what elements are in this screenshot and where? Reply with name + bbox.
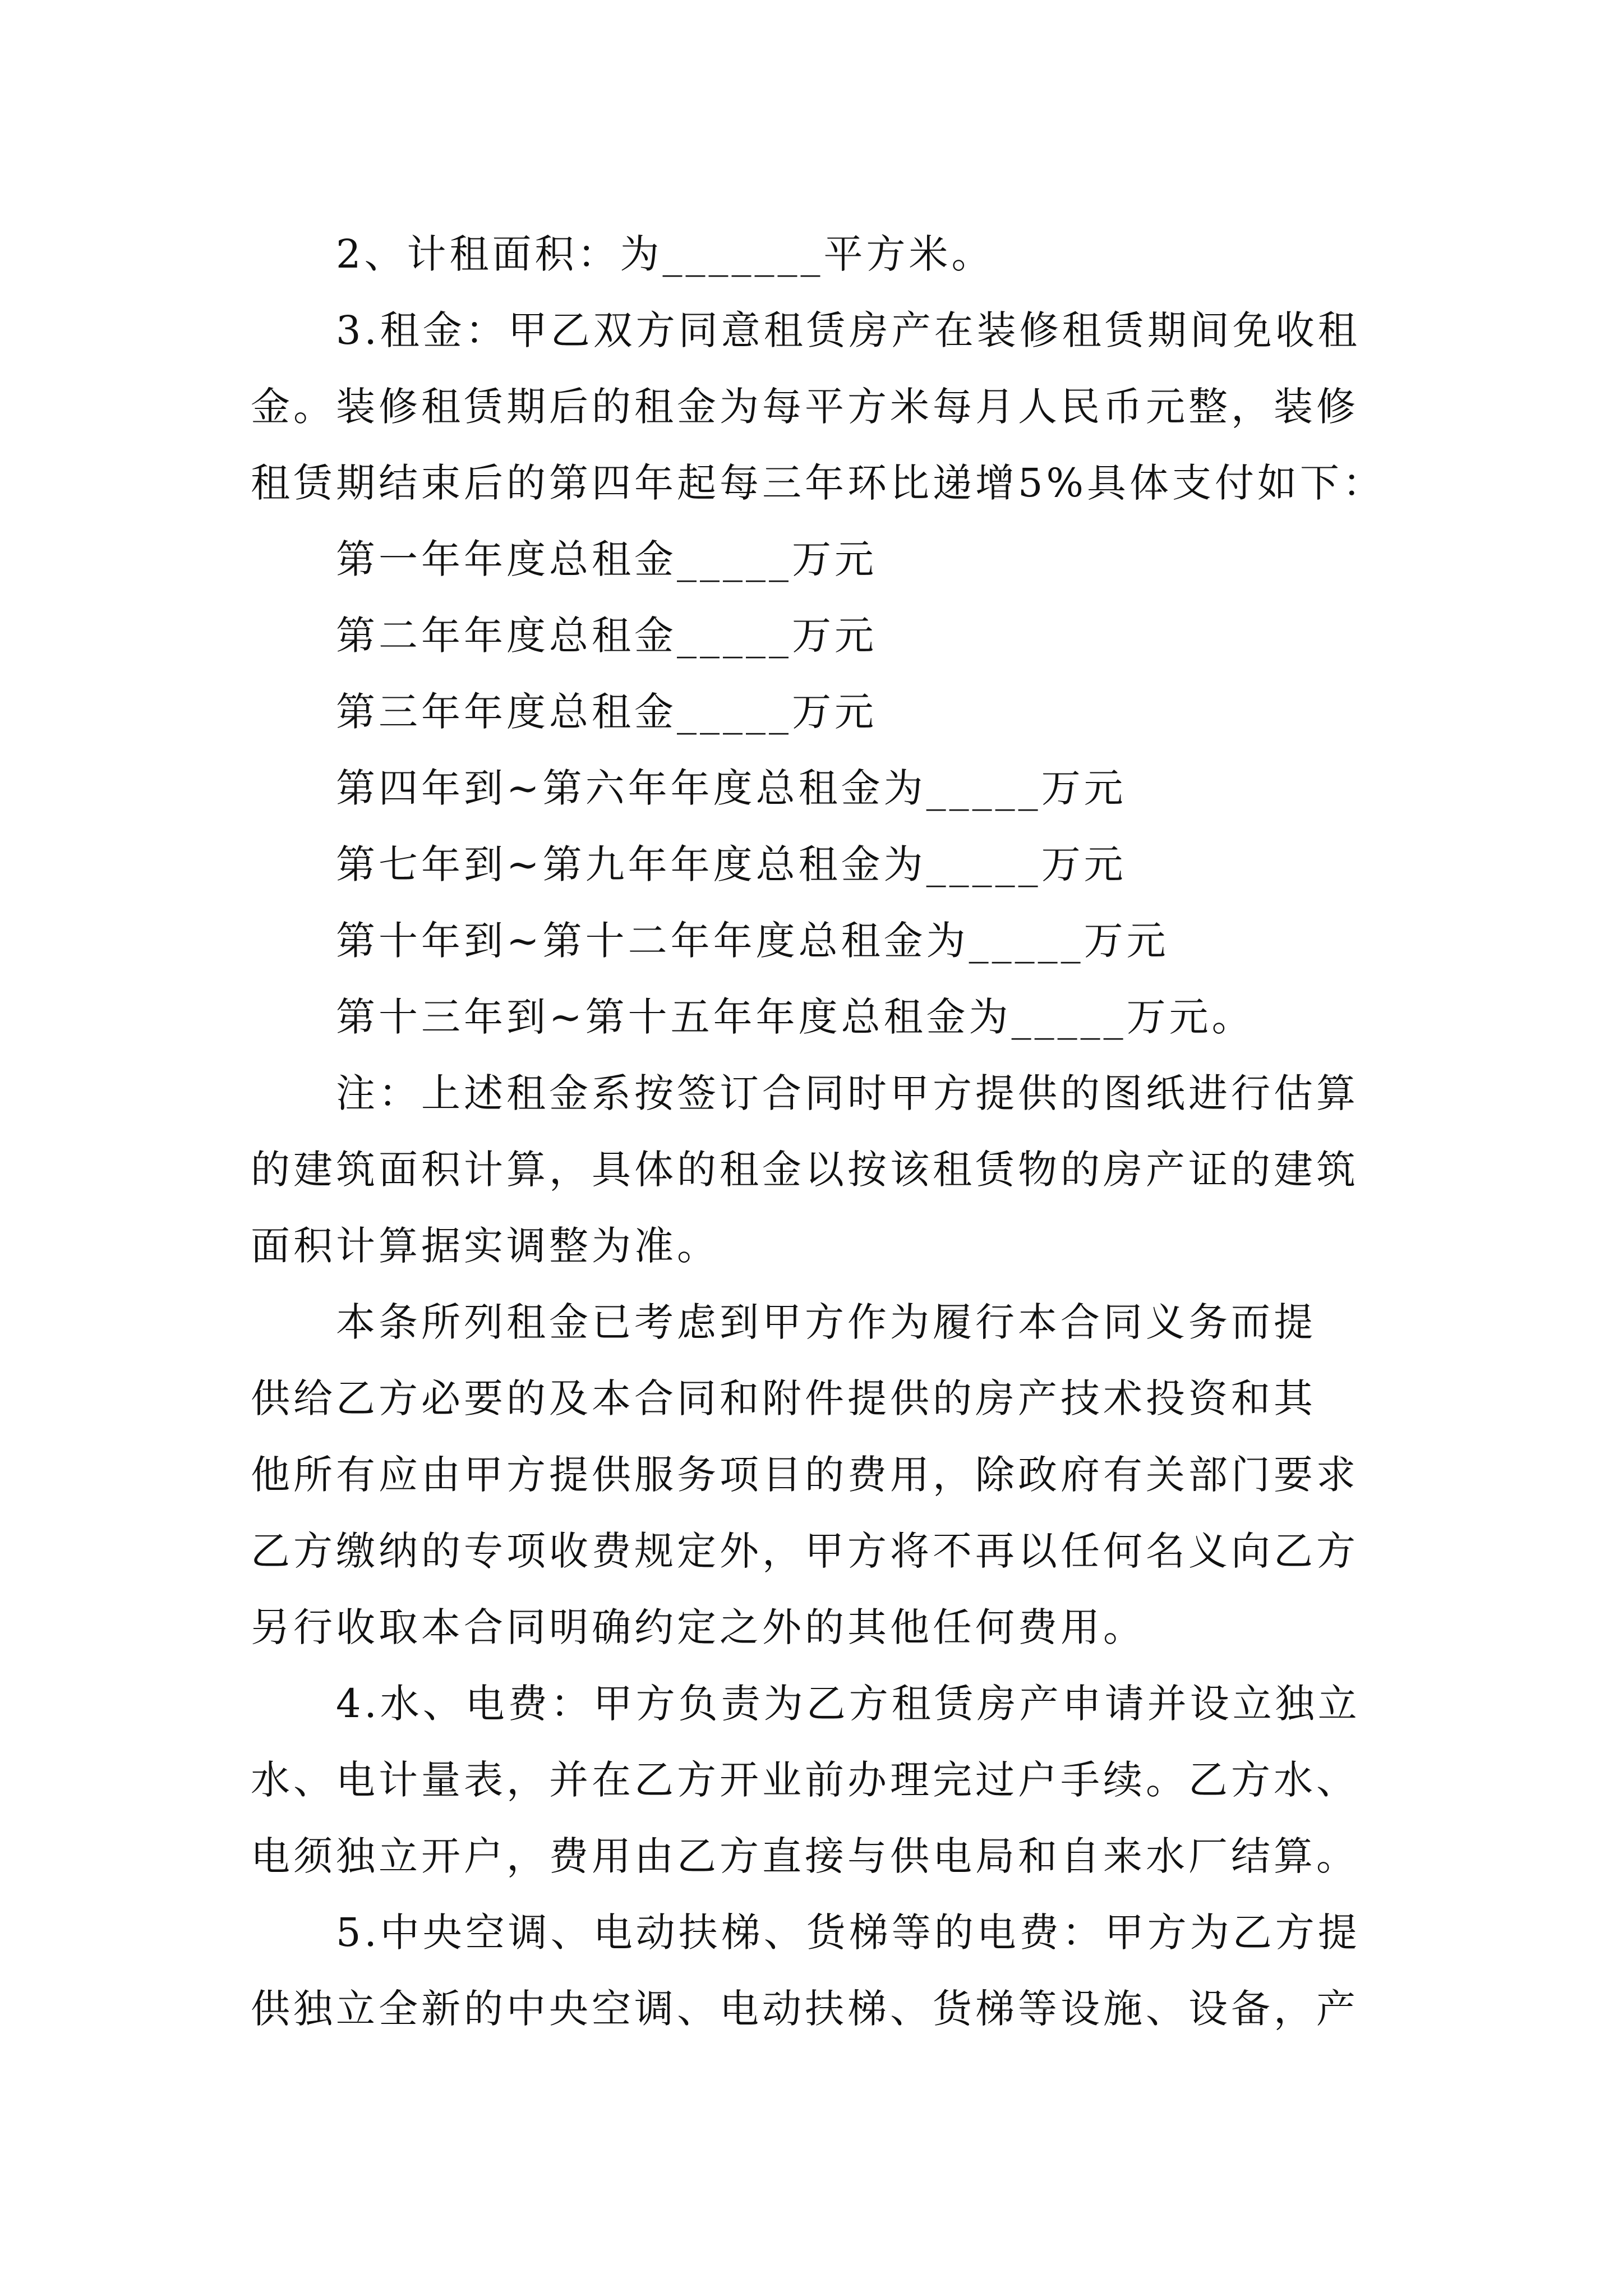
paragraph-line: 金。装修租赁期后的租金为每平方米每月人民币元整，装修 (251, 384, 1359, 430)
paragraph-line: 5.中央空调、电动扶梯、货梯等的电费：甲方为乙方提 (336, 1910, 1361, 1955)
paragraph-line: 他所有应由甲方提供服务项目的费用，除政府有关部门要求 (251, 1452, 1359, 1498)
paragraph-line: 第一年年度总租金_____万元 (336, 536, 877, 582)
paragraph-line: 第十年到~第十二年年度总租金为_____万元 (336, 918, 1169, 964)
paragraph-line: 租赁期结束后的第四年起每三年环比递增5%具体支付如下： (251, 460, 1386, 506)
paragraph-line: 第二年年度总租金_____万元 (336, 613, 877, 659)
document-body (251, 216, 1400, 2047)
paragraph-line: 4.水、电费：甲方负责为乙方租赁房产申请并设立独立 (336, 1681, 1361, 1727)
paragraph-line: 注：上述租金系按签订合同时甲方提供的图纸进行估算 (336, 1070, 1359, 1116)
paragraph-line: 3.租金：甲乙双方同意租赁房产在装修租赁期间免收租 (336, 307, 1361, 353)
paragraph-line: 水、电计量表，并在乙方开业前办理完过户手续。乙方水、 (251, 1757, 1359, 1803)
paragraph-line: 第七年到~第九年年度总租金为_____万元 (336, 841, 1127, 887)
paragraph-line: 2、计租面积：为_______平方米。 (336, 231, 994, 277)
paragraph-line: 第四年到~第六年年度总租金为_____万元 (336, 765, 1127, 811)
paragraph-line: 乙方缴纳的专项收费规定外，甲方将不再以任何名义向乙方 (251, 1528, 1359, 1574)
paragraph-line: 的建筑面积计算，具体的租金以按该租赁物的房产证的建筑 (251, 1147, 1359, 1193)
paragraph-line: 供独立全新的中央空调、电动扶梯、货梯等设施、设备，产 (251, 1986, 1359, 2032)
paragraph-line: 第十三年到~第十五年年度总租金为_____万元。 (336, 994, 1255, 1040)
paragraph-line: 另行收取本合同明确约定之外的其他任何费用。 (251, 1604, 1146, 1650)
paragraph-line: 第三年年度总租金_____万元 (336, 689, 877, 735)
paragraph-line: 本条所列租金已考虑到甲方作为履行本合同义务而提 (336, 1299, 1316, 1345)
paragraph-line: 供给乙方必要的及本合同和附件提供的房产技术投资和其 (251, 1375, 1316, 1421)
paragraph-line: 面积计算据实调整为准。 (251, 1223, 720, 1269)
paragraph-line: 电须独立开户，费用由乙方直接与供电局和自来水厂结算。 (251, 1833, 1359, 1879)
